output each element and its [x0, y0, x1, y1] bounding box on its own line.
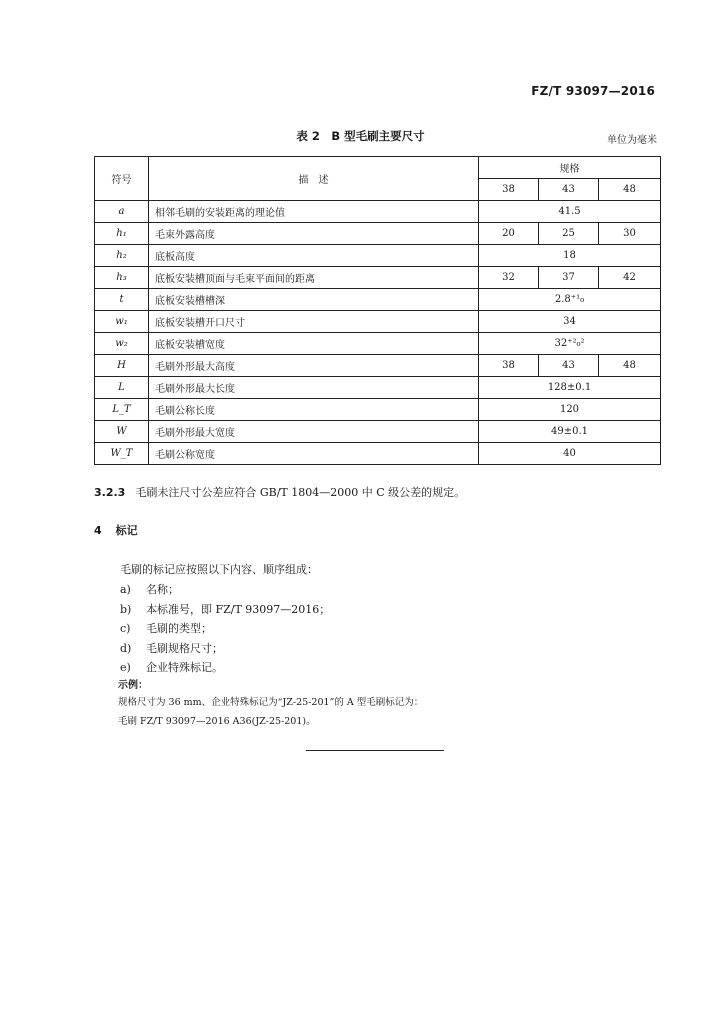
list-item-text: 毛刷规格尺寸；: [146, 642, 223, 655]
example-label: 示例：: [118, 680, 148, 691]
table-row: [95, 443, 661, 465]
row-description: 毛刷外形最大高度: [149, 355, 479, 377]
row-value: 120: [479, 399, 661, 421]
table-row: [95, 223, 661, 245]
header-spec-43: 43: [539, 179, 599, 201]
clause-text: 毛刷未注尺寸公差应符合 GB/T 1804—2000 中 C 级公差的规定。: [135, 486, 466, 499]
row-value: 34: [479, 311, 661, 333]
example-line: 毛刷 FZ/T 93097—2016 A36(JZ-25-201)。: [118, 716, 316, 727]
list-item-text: 毛刷的类型；: [146, 622, 212, 635]
section-number: 4: [94, 524, 102, 537]
row-symbol: H: [95, 355, 149, 377]
header-spec-38: 38: [479, 179, 539, 201]
row-description: 毛刷外形最大长度: [149, 377, 479, 399]
row-value-48: 48: [599, 355, 661, 377]
list-item-label: b): [120, 603, 132, 616]
table-row: [95, 377, 661, 399]
row-description: 相邻毛刷的安装距离的理论值: [149, 201, 479, 223]
table-row: [95, 267, 661, 289]
row-value-43: 37: [539, 267, 599, 289]
marking-intro: 毛刷的标记应按照以下内容、顺序组成：: [120, 563, 318, 576]
section-4-heading: [94, 522, 138, 538]
row-description: 底板安装槽槽深: [149, 289, 479, 311]
row-symbol: h₂: [95, 245, 149, 267]
clause-number: 3.2.3: [94, 486, 126, 499]
row-description: 毛刷公称宽度: [149, 443, 479, 465]
row-value: 128±0.1: [479, 377, 661, 399]
row-symbol: w₂: [95, 333, 149, 355]
table-row: [95, 333, 661, 355]
row-value-43: 43: [539, 355, 599, 377]
row-symbol: h₃: [95, 267, 149, 289]
list-item: [120, 659, 223, 675]
row-value-38: 20: [479, 223, 539, 245]
row-symbol: h₁: [95, 223, 149, 245]
header-symbol: 符号: [95, 157, 149, 201]
dimensions-table: [94, 156, 661, 465]
list-item-label: e): [120, 661, 131, 674]
row-symbol: L: [95, 377, 149, 399]
list-item-label: a): [120, 583, 131, 596]
clause-3-2-3: [94, 484, 465, 500]
list-item-label: d): [120, 642, 132, 655]
example-line: 规格尺寸为 36 mm、企业特殊标记为“JZ-25-201”的 A 型毛刷标记为：: [118, 697, 424, 708]
row-symbol: W: [95, 421, 149, 443]
row-symbol: t: [95, 289, 149, 311]
table-caption: 表 2 B 型毛刷主要尺寸: [296, 129, 425, 143]
table-row: [95, 201, 661, 223]
header-spec: 规格: [479, 157, 661, 179]
row-description: 毛刷公称长度: [149, 399, 479, 421]
row-value-48: 42: [599, 267, 661, 289]
list-item: [120, 601, 330, 617]
row-description: 底板安装槽顶面与毛束平面间的距离: [149, 267, 479, 289]
row-symbol: W_T: [95, 443, 149, 465]
table-row: [95, 399, 661, 421]
row-description: 底板安装槽宽度: [149, 333, 479, 355]
row-symbol: a: [95, 201, 149, 223]
row-value-38: 38: [479, 355, 539, 377]
table-row: [95, 355, 661, 377]
row-value: 18: [479, 245, 661, 267]
list-item: [120, 640, 223, 656]
row-value: 32⁺²₀²: [479, 333, 661, 355]
header-spec-48: 48: [599, 179, 661, 201]
row-value: 2.8⁺¹₀: [479, 289, 661, 311]
table-unit: 单位为毫米: [607, 135, 657, 146]
row-symbol: L_T: [95, 399, 149, 421]
row-description: 毛刷外形最大宽度: [149, 421, 479, 443]
row-description: 毛束外露高度: [149, 223, 479, 245]
list-item: [120, 620, 212, 636]
row-value: 49±0.1: [479, 421, 661, 443]
list-item: [120, 581, 179, 597]
list-item-label: c): [120, 622, 131, 635]
row-value-38: 32: [479, 267, 539, 289]
table-row: [95, 311, 661, 333]
list-item-text: 企业特殊标记。: [146, 661, 223, 674]
end-of-standard-rule: [306, 750, 444, 751]
row-description: 底板高度: [149, 245, 479, 267]
row-symbol: w₁: [95, 311, 149, 333]
table-row: [95, 289, 661, 311]
table-header-row: [95, 157, 661, 179]
table-row: [95, 245, 661, 267]
row-description: 底板安装槽开口尺寸: [149, 311, 479, 333]
header-description: 描 述: [149, 157, 479, 201]
list-item-text: 名称；: [146, 583, 179, 596]
list-item-text: 本标准号，即 FZ/T 93097—2016；: [146, 603, 331, 616]
row-value: 40: [479, 443, 661, 465]
row-value-43: 25: [539, 223, 599, 245]
row-value: 41.5: [479, 201, 661, 223]
section-title: 标记: [115, 524, 138, 537]
row-value-48: 30: [599, 223, 661, 245]
table-row: [95, 421, 661, 443]
standard-number: FZ/T 93097—2016: [531, 84, 655, 98]
